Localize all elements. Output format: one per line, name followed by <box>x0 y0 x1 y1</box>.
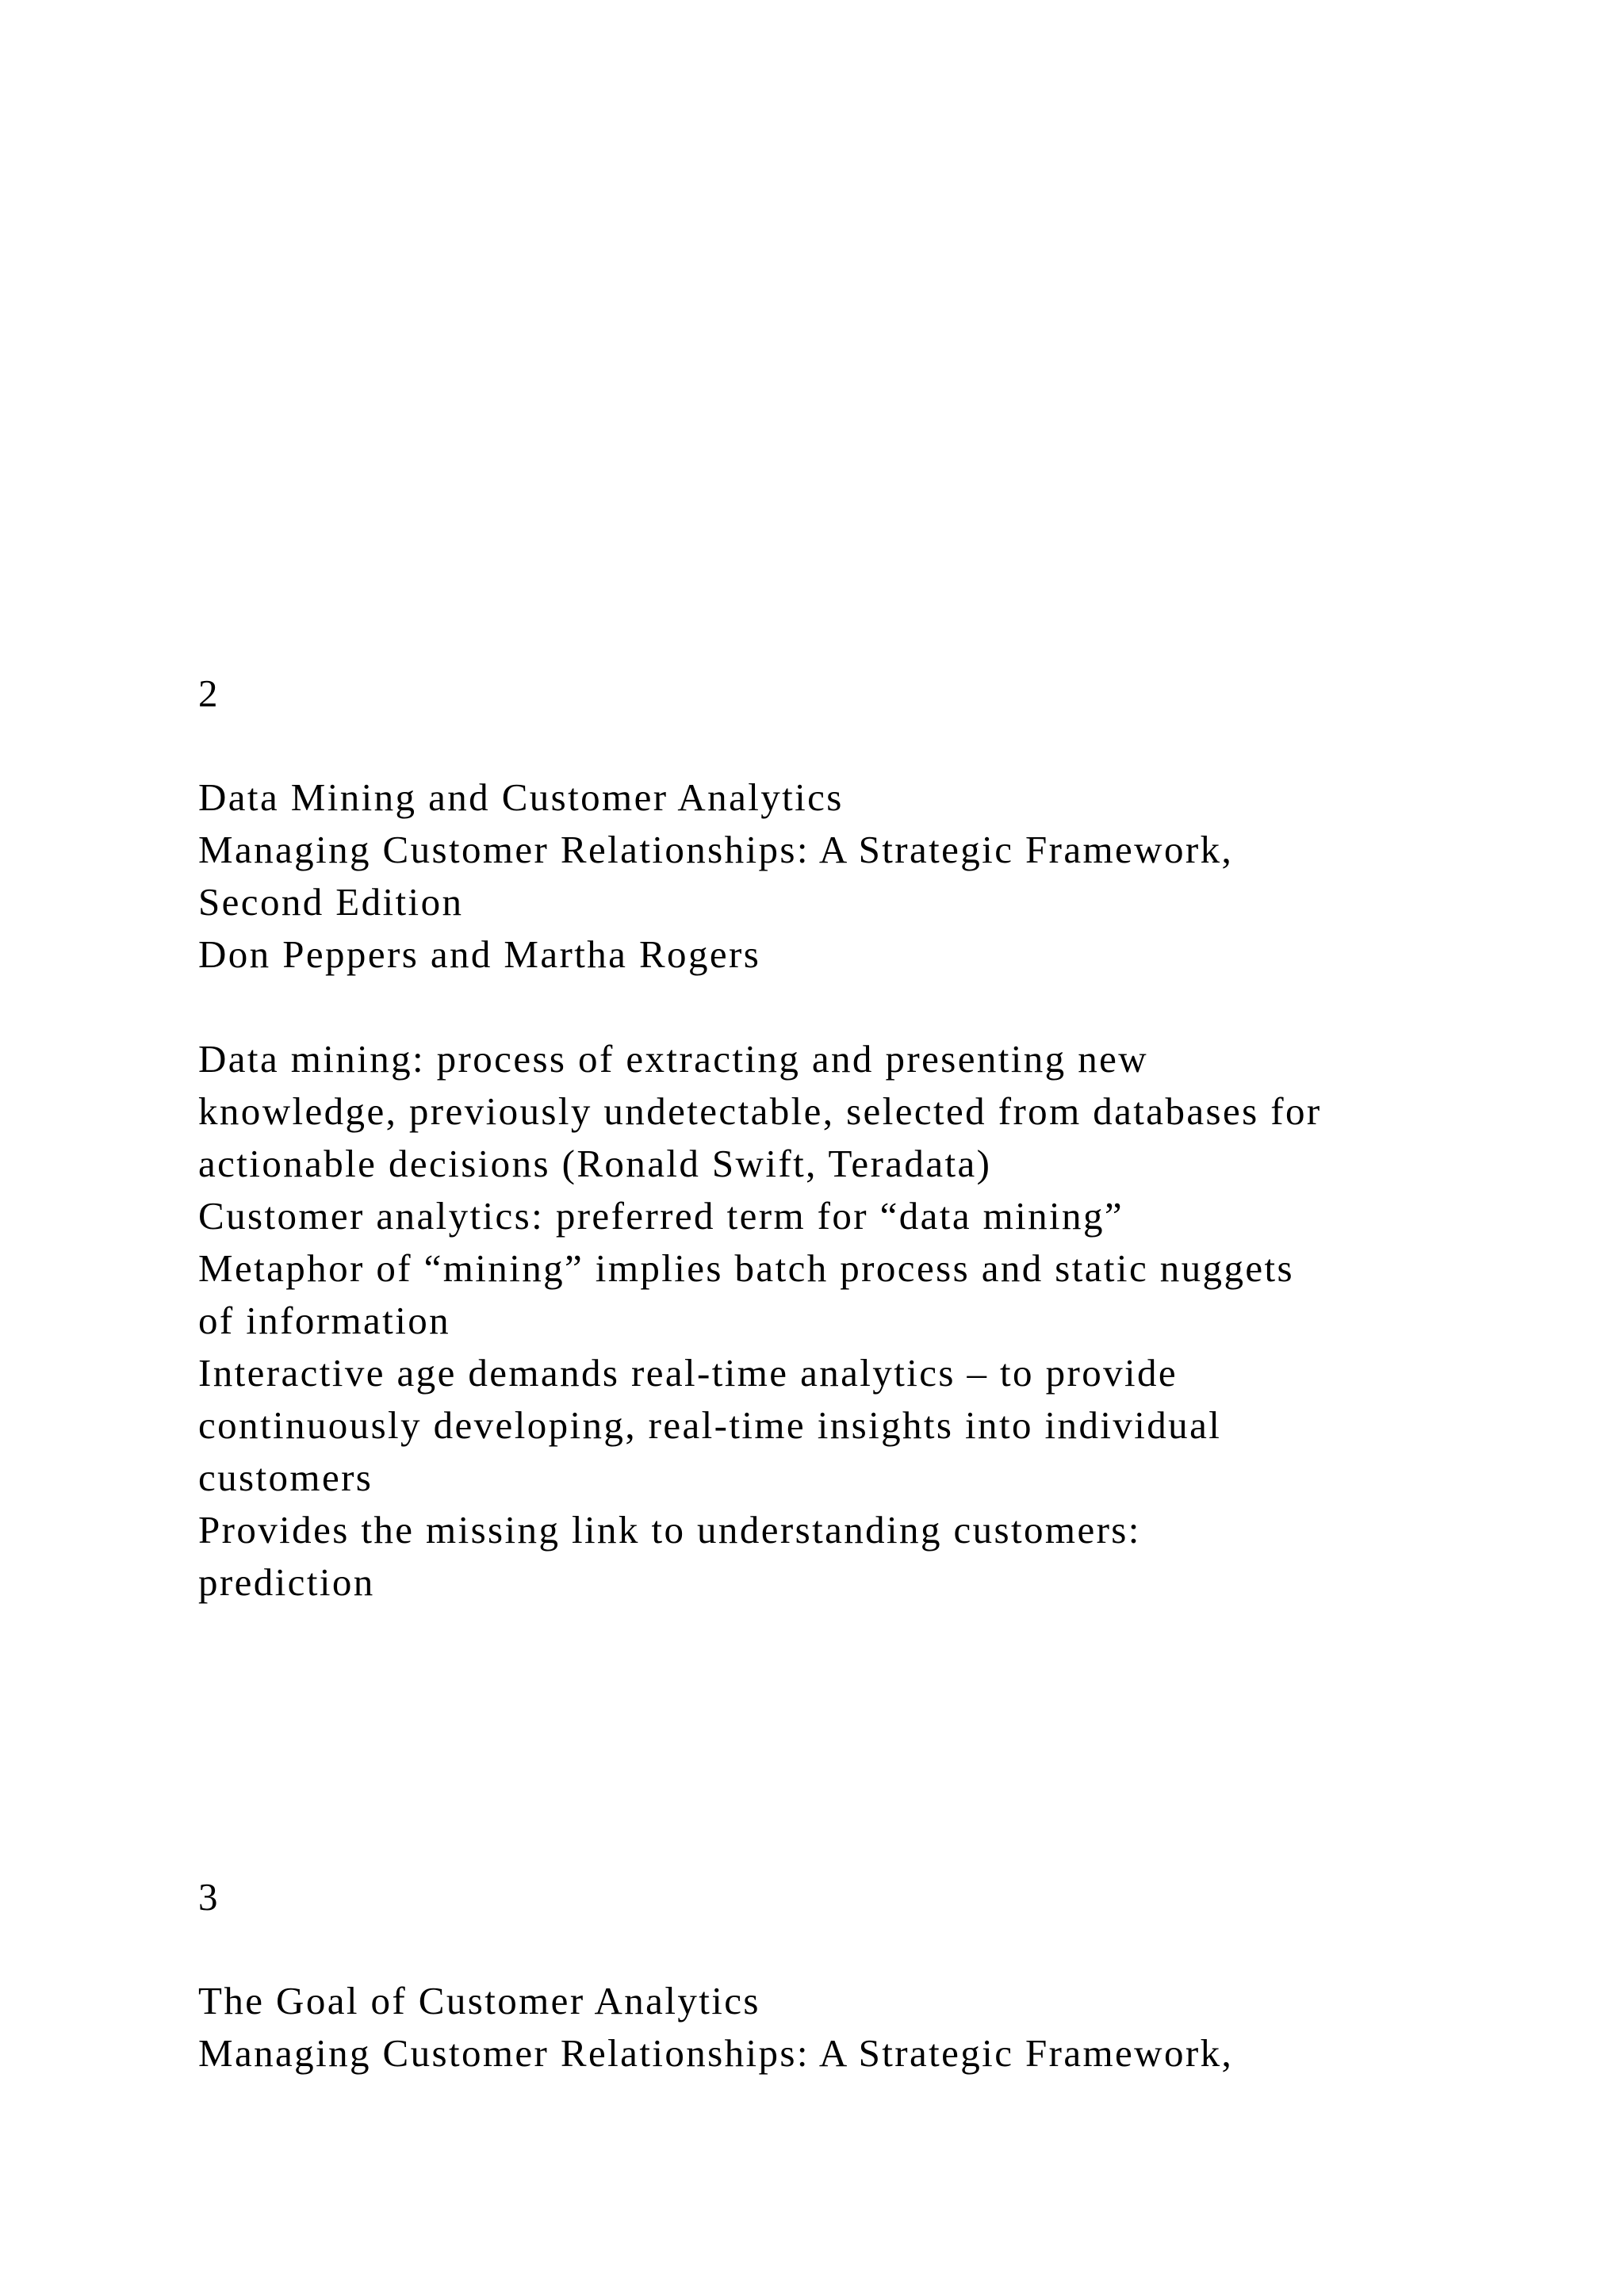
body-line: Provides the missing link to understanding customers: <box>198 1508 1141 1552</box>
source-line: Second Edition <box>198 880 464 924</box>
page-number: 3 <box>198 1875 220 1919</box>
body-line: prediction <box>198 1560 375 1604</box>
body-line: actionable decisions (Ronald Swift, Teradata) <box>198 1142 992 1185</box>
body-line: Metaphor of “mining” implies batch process and static nuggets <box>198 1246 1294 1290</box>
section-title: Data Mining and Customer Analytics <box>198 775 844 819</box>
body-line: knowledge, previously undetectable, selected from databases for <box>198 1089 1322 1133</box>
author-line: Don Peppers and Martha Rogers <box>198 932 761 976</box>
source-line: Managing Customer Relationships: A Strategic Framework, <box>198 828 1234 871</box>
source-line: Managing Customer Relationships: A Strategic Framework, <box>198 2031 1234 2075</box>
body-line: continuously developing, real-time insights into individual <box>198 1403 1222 1447</box>
body-line: customers <box>198 1456 373 1499</box>
section-title: The Goal of Customer Analytics <box>198 1979 760 2022</box>
page-number: 2 <box>198 672 220 715</box>
body-line: Data mining: process of extracting and presenting new <box>198 1037 1149 1081</box>
body-line: of information <box>198 1299 451 1342</box>
body-line: Customer analytics: preferred term for “data mining” <box>198 1194 1124 1238</box>
body-line: Interactive age demands real-time analytics – to provide <box>198 1351 1178 1395</box>
